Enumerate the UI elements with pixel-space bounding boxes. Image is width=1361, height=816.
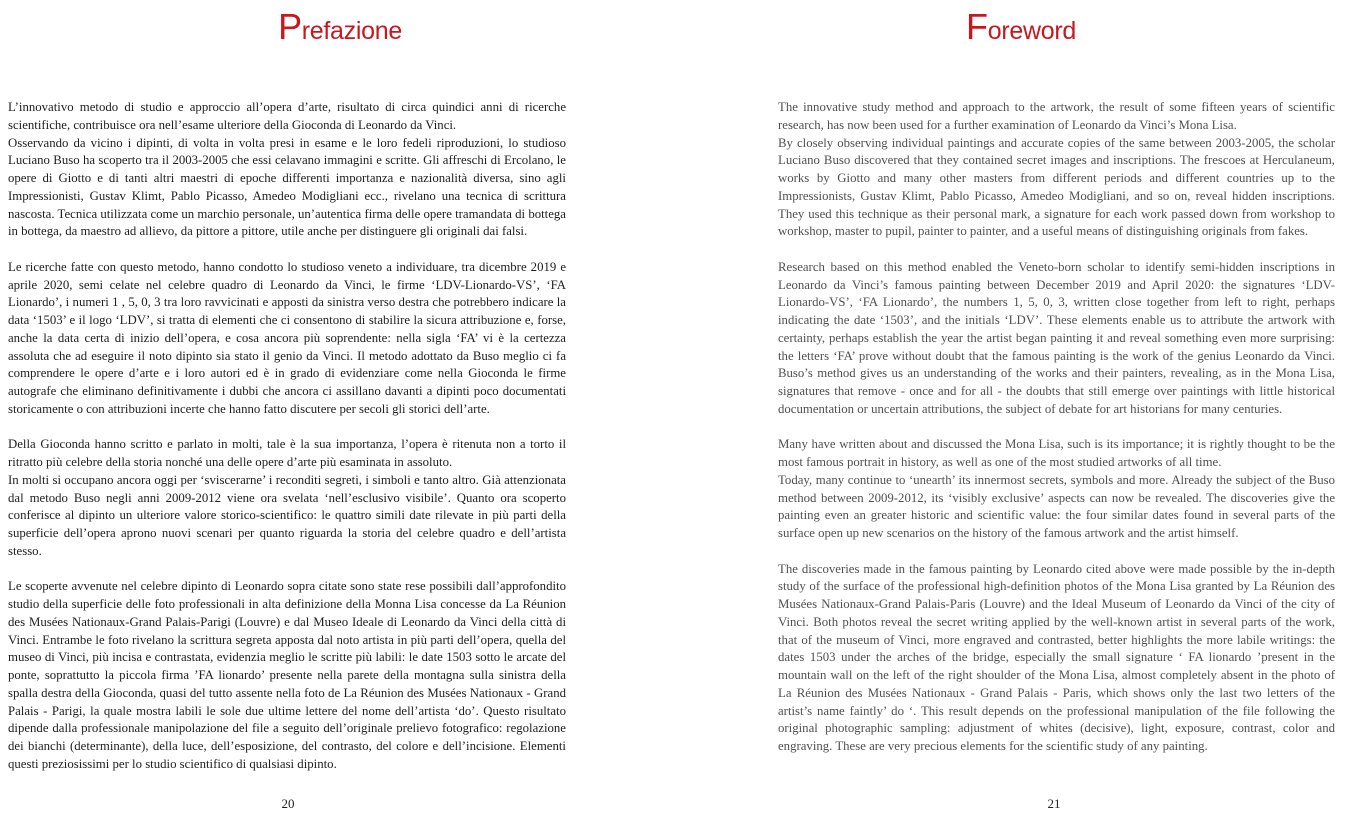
paragraph: The discoveries made in the famous painting by Leonardo cited above were made possible by the in-depth study of the surface of the professional high-definition photos of the Mona Lisa granted by La Réunion des Musées Nationaux-Grand Palais-Paris (Louvre) and the Ideal Museum of Leonardo da Vinci of the city of Vinci. Both photos reveal the secret writing applied by the well-known artist in several parts of the work, that of the museum of Vinci, more engraved and contrasted, better highlights the more labile writings: the dates 1503 under the arches of the bridge, especially the small signature ‘ FA lionardo ’present in the mountain wall on the left of the right shoulder of the Mona Lisa, almost completely absent in the photo of La Réunion des Musées Nationaux - Grand Palais - Paris, which shows only the last two letters of the artist’s name faintly’ do ‘. This result depends on the professional manipulation of the file following the original photographic sampling: adjustment of whites (decisive), light, exposure, contrast, color and engraving. These are very precious elements for the scientific study of any painting. [778,561,1335,753]
page-number-left: 20 [281,796,295,811]
paragraph: Research based on this method enabled the Veneto-born scholar to identify semi-hidden inscriptions in Leonardo da Vinci’s famous painting between December 2019 and April 2020: the signatures ‘LDV-Lionardo-VS’, ‘FA Lionardo’, the numbers 1, 5, 0, 3, written close together from left to right, perhaps indicating the date ‘1503’, and the initials ‘LDV’. These elements enable us to attribute the artwork with certainty, perhaps establish the year the artist began painting it and reveal something even more surprising: the letters ‘FA’ prove without doubt that the famous painting is the work of the genius Leonardo da Vinci. Buso’s method gives us an understanding of the works and their painters, revealing, as in the Mona Lisa, signatures that remove - once and for all - the doubts that still emerge over paintings with little historical documentation or uncertain attributions, the subject of debate for art historians for many centuries. [778,259,1335,416]
left-page [0,0,680,816]
paragraph: L’innovativo metodo di studio e approccio all’opera d’arte, risultato di circa quindici anni di ricerche scientifiche, contribuisce ora nell’esame ulteriore della Gioconda di Leonardo da Vinci. [8,100,566,132]
page-number-right: 21 [1047,796,1061,811]
page-title-left: Prefazione [278,6,402,47]
paragraph: Le ricerche fatte con questo metodo, hanno condotto lo studioso veneto a individuare, tra dicembre 2019 e aprile 2020, semi celate nel celebre quadro di Leonardo da Vinci, le firme ‘LDV-Lionardo-VS’, ‘FA Lionardo’, i numeri 1 , 5, 0, 3 tra loro ravvicinati e apposti da sinistra verso destra che potrebbero indicare la data ‘1503’ e il logo ‘LDV’, si tratta di elementi che ci consentono di stabilire la sicura attribuzione e, forse, anche la data certa di inizio dell’opera, e cosa ancora più soprendente: nella sigla ‘FA’ vi è la certezza assoluta che ad eseguire il noto dipinto sia stato il genio da Vinci. Il metodo adottato da Buso meglio ci fa comprendere le opere d’arte e i loro autori ed è in grado di evidenziare come nella Gioconda le firme autografe che eliminano definitivamente i dubbi che ancora ci assillano davanti a dipinti poco documentati storicamente o con attribuzioni incerte che hanno fatto discutere per secoli gli storici dell’arte. [8,259,566,416]
right-page [681,0,1361,816]
paragraph: Della Gioconda hanno scritto e parlato in molti, tale è la sua importanza, l’opera è ritenuta non a torto il ritratto più celebre della storia nonché una delle opere d’arte più esaminata in assoluto. [8,437,566,469]
paragraph: Today, many continue to ‘unearth’ its innermost secrets, symbols and more. Already the subject of the Buso method between 2009-2012, its ‘visibly exclusive’ aspects can now be revealed. The discoveries give the painting even an greater historic and scientific value: the four similar dates found in several parts of the surface open up new scenarios on the history of the famous artwork and the artist himself. [778,472,1335,540]
paragraph: Osservando da vicino i dipinti, di volta in volta presi in esame e le loro fedeli riproduzioni, lo studioso Luciano Buso ha scoperto tra il 2003-2005 che essi celavano immagini e scritte. Gli affreschi di Ercolano, le opere di Giotto e di tanti altri maestri di epoche differenti importanza e nazionalità diversa, sino agli Impressionisti, Gustav Klimt, Pablo Picasso, Amedeo Modigliani ecc., rivelano una tecnica di scrittura nascosta. Tecnica utilizzata come un marchio personale, un’autentica firma delle opere tramandata di bottega in bottega, da maestro ad allievo, da pittore a pittore, utile anche per distinguere gli originali dai falsi. [8,135,566,239]
body-text-right [778,99,1335,756]
paragraph: In molti si occupano ancora oggi per ‘sviscerarne’ i reconditi segreti, i simboli e tanto altro. Già attenzionata dal metodo Buso negli anni 2009-2012 viene ora svelata ‘nell’esclusivo visibile’. Quanto ora scoperto conferisce al dipinto un ulteriore valore storico-scientifico: le quattro simili date rilevate in più parti della superficie dell’opera aprono nuovi scenari per quanto riguarda la storia del celebre quadro e dell’artista stesso. [8,472,566,558]
paragraph: Le scoperte avvenute nel celebre dipinto di Leonardo sopra citate sono state rese possibili dall’approfondito studio della superficie delle foto professionali in alta definizione della Monna Lisa concesse da La Réunion des Musées Nationaux-Grand Palais-Parigi (Louvre) e dal Museo Ideale di Leonardo da Vinci della città di Vinci. Entrambe le foto rivelano la scrittura segreta apposta dal noto artista in più parti dell’opera, quella del museo di Vinci, più incisa e contrastata, evidenzia meglio le scritte più labili: le date 1503 sotto le arcate del ponte, soprattutto la piccola firma ’FA lionardo’ presente nella parete della montagna sulla sinistra della spalla destra della Gioconda, quasi del tutto assente nella foto de La Réunion des Musées Nationaux - Grand Palais - Parigi, la quale mostra labili le sole due ultime lettere del nome dell’artista ‘do’. Questo risultato dipende dalla professionale manipolazione del file a seguito dell’originale prelievo fotografico: regolazione dei bianchi (determinante), della luce, dell’esposizione, del contrasto, del colore e dell’incisione. Elementi questi preziosissimi per lo studio scientifico di qualsiasi dipinto. [8,579,566,771]
page-title-right: Foreword [966,6,1076,47]
paragraph: By closely observing individual paintings and accurate copies of the same between 2003-2005, the scholar Luciano Buso discovered that they contained secret images and inscriptions. The frescoes at Herculaneum, works by Giotto and many other masters from different periods and different countries up to the Impressionists, Gustav Klimt, Pablo Picasso, Amedeo Modigliani, and so on, reveal hidden inscriptions. They used this technique as their personal mark, a signature for each work passed down from workshop to workshop, master to pupil, painter to painter, and a useful means of distinguishing originals from fakes. [778,135,1335,239]
paragraph: The innovative study method and approach to the artwork, the result of some fifteen years of scientific research, has now been used for a further examination of Leonardo da Vinci’s Mona Lisa. [778,100,1335,132]
body-text-left [8,99,566,774]
paragraph: Many have written about and discussed the Mona Lisa, such is its importance; it is rightly thought to be the most famous portrait in history, as well as one of the most studied artworks of all time. [778,437,1335,469]
